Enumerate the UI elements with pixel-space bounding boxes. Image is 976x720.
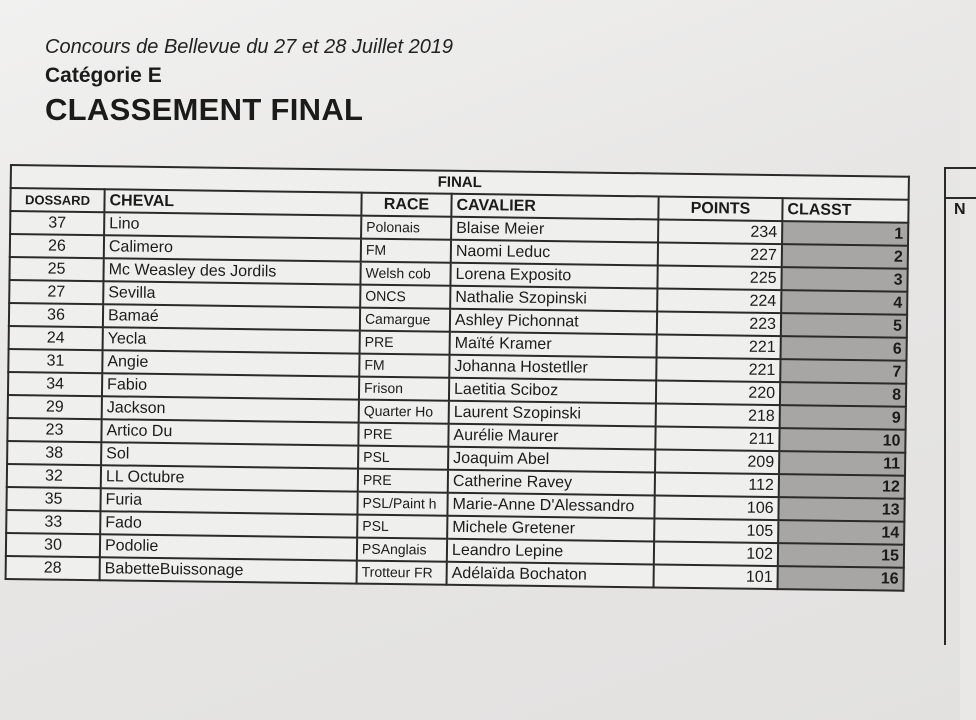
- event-subtitle: Concours de Bellevue du 27 et 28 Juillet 2019: [45, 36, 454, 58]
- cell-race: Trotteur FR: [357, 561, 447, 585]
- header-dossard: DOSSARD: [10, 188, 104, 212]
- cell-points: 102: [654, 541, 778, 566]
- header-classt: CLASST: [782, 198, 908, 223]
- cell-race: PRE: [358, 469, 448, 493]
- cell-classt: 16: [778, 566, 904, 591]
- cell-cavalier: Johanna Hostetller: [449, 355, 656, 381]
- cell-points: 112: [655, 472, 779, 497]
- cell-classt: 8: [780, 382, 906, 407]
- cell-points: 221: [656, 357, 780, 382]
- cell-race: PSAnglais: [357, 538, 447, 562]
- header-points: POINTS: [658, 196, 782, 221]
- cell-dossard: 38: [7, 441, 101, 465]
- cell-cheval: Sol: [101, 442, 358, 468]
- cell-cheval: Fado: [100, 511, 357, 537]
- cell-cavalier: Catherine Ravey: [448, 470, 655, 496]
- cell-dossard: 24: [9, 326, 103, 350]
- cell-points: 227: [658, 242, 782, 267]
- cell-points: 209: [655, 449, 779, 474]
- cell-classt: 10: [779, 428, 905, 453]
- cell-cavalier: Laurent Szopinski: [449, 401, 656, 427]
- cell-cheval: Mc Weasley des Jordils: [103, 258, 360, 284]
- cell-race: Camargue: [360, 308, 450, 332]
- cell-points: 105: [654, 518, 778, 543]
- cell-race: Frison: [359, 377, 449, 401]
- cell-race: Welsh cob: [360, 262, 450, 286]
- cell-race: ONCS: [360, 285, 450, 309]
- cell-dossard: 37: [10, 211, 104, 235]
- cell-cavalier: Laetitia Sciboz: [449, 378, 656, 404]
- cell-cavalier: Adélaïda Bochaton: [447, 562, 654, 588]
- cell-cavalier: Nathalie Szopinski: [450, 286, 657, 312]
- cell-cheval: Lino: [104, 212, 361, 238]
- cell-dossard: 29: [8, 395, 102, 419]
- cell-dossard: 31: [8, 349, 102, 373]
- section-title: FINAL: [11, 165, 909, 200]
- cell-dossard: 33: [6, 510, 100, 534]
- cell-classt: 6: [781, 336, 907, 361]
- cell-classt: 1: [782, 221, 908, 246]
- cell-cheval: Artico Du: [101, 419, 358, 445]
- cell-cavalier: Ashley Pichonnat: [450, 309, 657, 335]
- cell-dossard: 35: [6, 487, 100, 511]
- cell-dossard: 36: [9, 303, 103, 327]
- cell-race: FM: [361, 239, 451, 263]
- cell-dossard: 27: [9, 280, 103, 304]
- cell-cavalier: Aurélie Maurer: [448, 424, 655, 450]
- cell-cavalier: Maïté Kramer: [450, 332, 657, 358]
- cell-race: PSL: [358, 446, 448, 470]
- cell-points: 101: [654, 564, 778, 589]
- cell-cheval: Jackson: [102, 396, 359, 422]
- cell-cheval: Fabio: [102, 373, 359, 399]
- cell-dossard: 32: [7, 464, 101, 488]
- cell-cheval: Sevilla: [103, 281, 360, 307]
- cell-points: 221: [657, 334, 781, 359]
- cell-cheval: Podolie: [100, 534, 357, 560]
- cell-classt: 4: [781, 290, 907, 315]
- page-title: CLASSEMENT FINAL: [45, 92, 364, 127]
- results-table-wrapper: [5, 164, 910, 592]
- cell-classt: 15: [778, 543, 904, 568]
- cell-cheval: Yecla: [103, 327, 360, 353]
- cell-cavalier: Blaise Meier: [451, 217, 658, 243]
- adjacent-table-header-letter: N: [954, 201, 966, 218]
- cell-cavalier: Naomi Leduc: [451, 240, 658, 266]
- cell-classt: 12: [779, 474, 905, 499]
- cell-cavalier: Leandro Lepine: [447, 539, 654, 565]
- cell-cheval: Angie: [102, 350, 359, 376]
- cell-points: 220: [656, 380, 780, 405]
- cell-cheval: Calimero: [104, 235, 361, 261]
- header-race: RACE: [361, 193, 451, 217]
- cell-dossard: 28: [6, 556, 100, 580]
- cell-points: 106: [654, 495, 778, 520]
- cell-cavalier: Michele Gretener: [447, 516, 654, 542]
- results-table: [5, 164, 910, 592]
- cell-race: PRE: [358, 423, 448, 447]
- header-cavalier: CAVALIER: [451, 194, 658, 220]
- cell-points: 211: [655, 426, 779, 451]
- adjacent-table-edge: [944, 167, 976, 227]
- cell-classt: 11: [779, 451, 905, 476]
- header-cheval: CHEVAL: [104, 189, 361, 215]
- cell-classt: 2: [782, 244, 908, 269]
- cell-points: 218: [656, 403, 780, 428]
- cell-race: PRE: [360, 331, 450, 355]
- cell-dossard: 23: [7, 418, 101, 442]
- cell-cheval: Furia: [100, 488, 357, 514]
- cell-points: 234: [658, 219, 782, 244]
- cell-dossard: 25: [9, 257, 103, 281]
- cell-race: FM: [359, 354, 449, 378]
- cell-cavalier: Joaquim Abel: [448, 447, 655, 473]
- cell-classt: 5: [781, 313, 907, 338]
- cell-classt: 13: [778, 497, 904, 522]
- cell-classt: 9: [780, 405, 906, 430]
- cell-dossard: 34: [8, 372, 102, 396]
- cell-cheval: LL Octubre: [101, 465, 358, 491]
- cell-classt: 7: [780, 359, 906, 384]
- cell-points: 225: [657, 265, 781, 290]
- cell-cheval: Bamaé: [103, 304, 360, 330]
- cell-race: PSL: [357, 515, 447, 539]
- cell-dossard: 26: [10, 234, 104, 258]
- cell-points: 223: [657, 311, 781, 336]
- adjacent-table-border: [944, 225, 976, 645]
- cell-dossard: 30: [6, 533, 100, 557]
- cell-classt: 14: [778, 520, 904, 545]
- cell-cavalier: Lorena Exposito: [450, 263, 657, 289]
- cell-cavalier: Marie-Anne D'Alessandro: [447, 493, 654, 519]
- cell-points: 224: [657, 288, 781, 313]
- cell-race: Quarter Ho: [359, 400, 449, 424]
- cell-race: Polonais: [361, 216, 451, 240]
- cell-cheval: BabetteBuissonage: [100, 557, 357, 583]
- cell-race: PSL/Paint h: [357, 492, 447, 516]
- category-label: Catégorie E: [45, 64, 162, 87]
- adjacent-table-divider: [946, 197, 976, 199]
- cell-classt: 3: [781, 267, 907, 292]
